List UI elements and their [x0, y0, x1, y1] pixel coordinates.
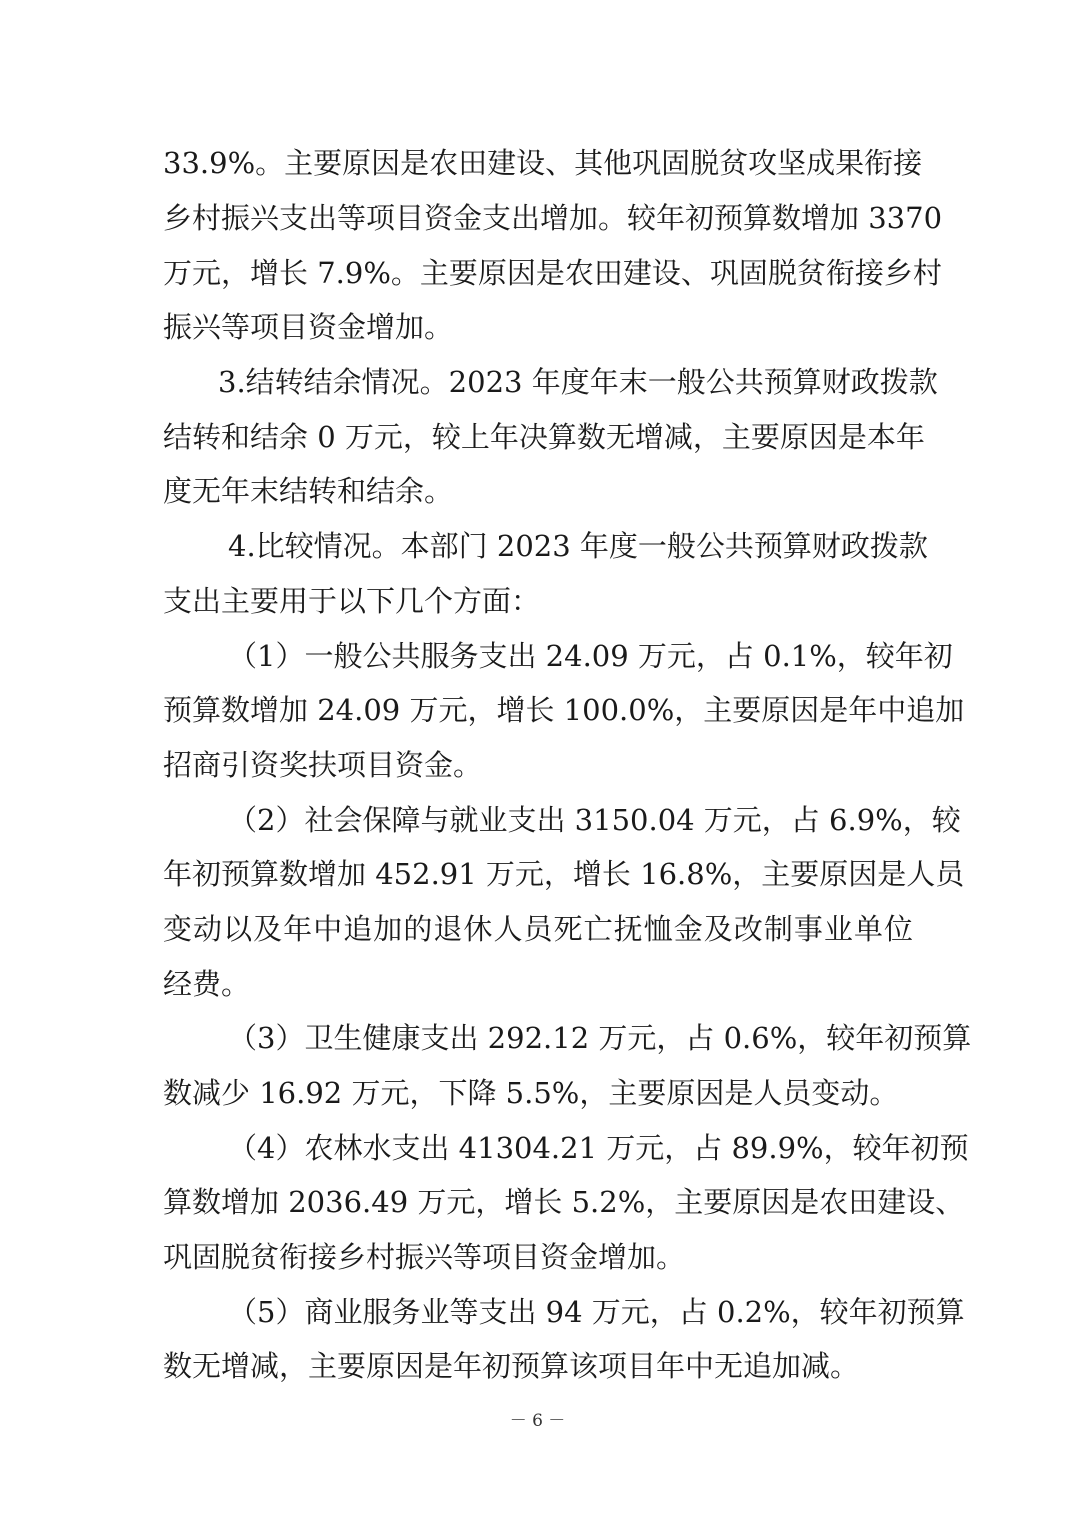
paragraph-line: 变动以及年中追加的退休人员死亡抚恤金及改制事业单位	[163, 912, 913, 946]
paragraph-line: 乡村振兴支出等项目资金支出增加。较年初预算数增加 3370	[163, 201, 943, 235]
item-2-line: （2）社会保障与就业支出 3150.04 万元，占 6.9%，较	[228, 803, 961, 837]
paragraph-line: 33.9%。主要原因是农田建设、其他巩固脱贫攻坚成果衔接	[163, 146, 923, 180]
paragraph-line: 支出主要用于以下几个方面：	[163, 584, 541, 618]
paragraph-line: 预算数增加 24.09 万元，增长 100.0%，主要原因是年中追加	[163, 693, 965, 727]
item-4-line: （4）农林水支出 41304.21 万元，占 89.9%，较年初预	[228, 1131, 969, 1165]
paragraph-line: 万元，增长 7.9%。主要原因是农田建设、巩固脱贫衔接乡村	[163, 256, 942, 290]
paragraph-line: 经费。	[163, 967, 251, 1001]
paragraph-line: 度无年末结转和结余。	[163, 474, 454, 508]
paragraph-line: 数减少 16.92 万元，下降 5.5%，主要原因是人员变动。	[163, 1076, 899, 1110]
paragraph-line: 招商引资奖扶项目资金。	[163, 748, 483, 782]
item-1-line: （1）一般公共服务支出 24.09 万元，占 0.1%，较年初	[228, 639, 953, 673]
paragraph-line: 振兴等项目资金增加。	[163, 310, 454, 344]
paragraph-line: 巩固脱贫衔接乡村振兴等项目资金增加。	[163, 1240, 686, 1274]
section-4-heading-line: 4.比较情况。本部门 2023 年度一般公共预算财政拨款	[228, 529, 928, 563]
item-5-line: （5）商业服务业等支出 94 万元，占 0.2%，较年初预算	[228, 1295, 965, 1329]
item-3-line: （3）卫生健康支出 292.12 万元，占 0.6%，较年初预算	[228, 1021, 972, 1055]
section-3-heading-line: 3.结转结余情况。2023 年度年末一般公共预算财政拨款	[218, 365, 938, 399]
paragraph-line: 结转和结余 0 万元，较上年决算数无增减，主要原因是本年	[163, 420, 925, 454]
page-number: － 6 －	[509, 1411, 566, 1431]
paragraph-line: 年初预算数增加 452.91 万元，增长 16.8%，主要原因是人员	[163, 857, 965, 891]
paragraph-line: 算数增加 2036.49 万元，增长 5.2%，主要原因是农田建设、	[163, 1185, 965, 1219]
paragraph-line: 数无增减，主要原因是年初预算该项目年中无追加减。	[163, 1349, 860, 1383]
